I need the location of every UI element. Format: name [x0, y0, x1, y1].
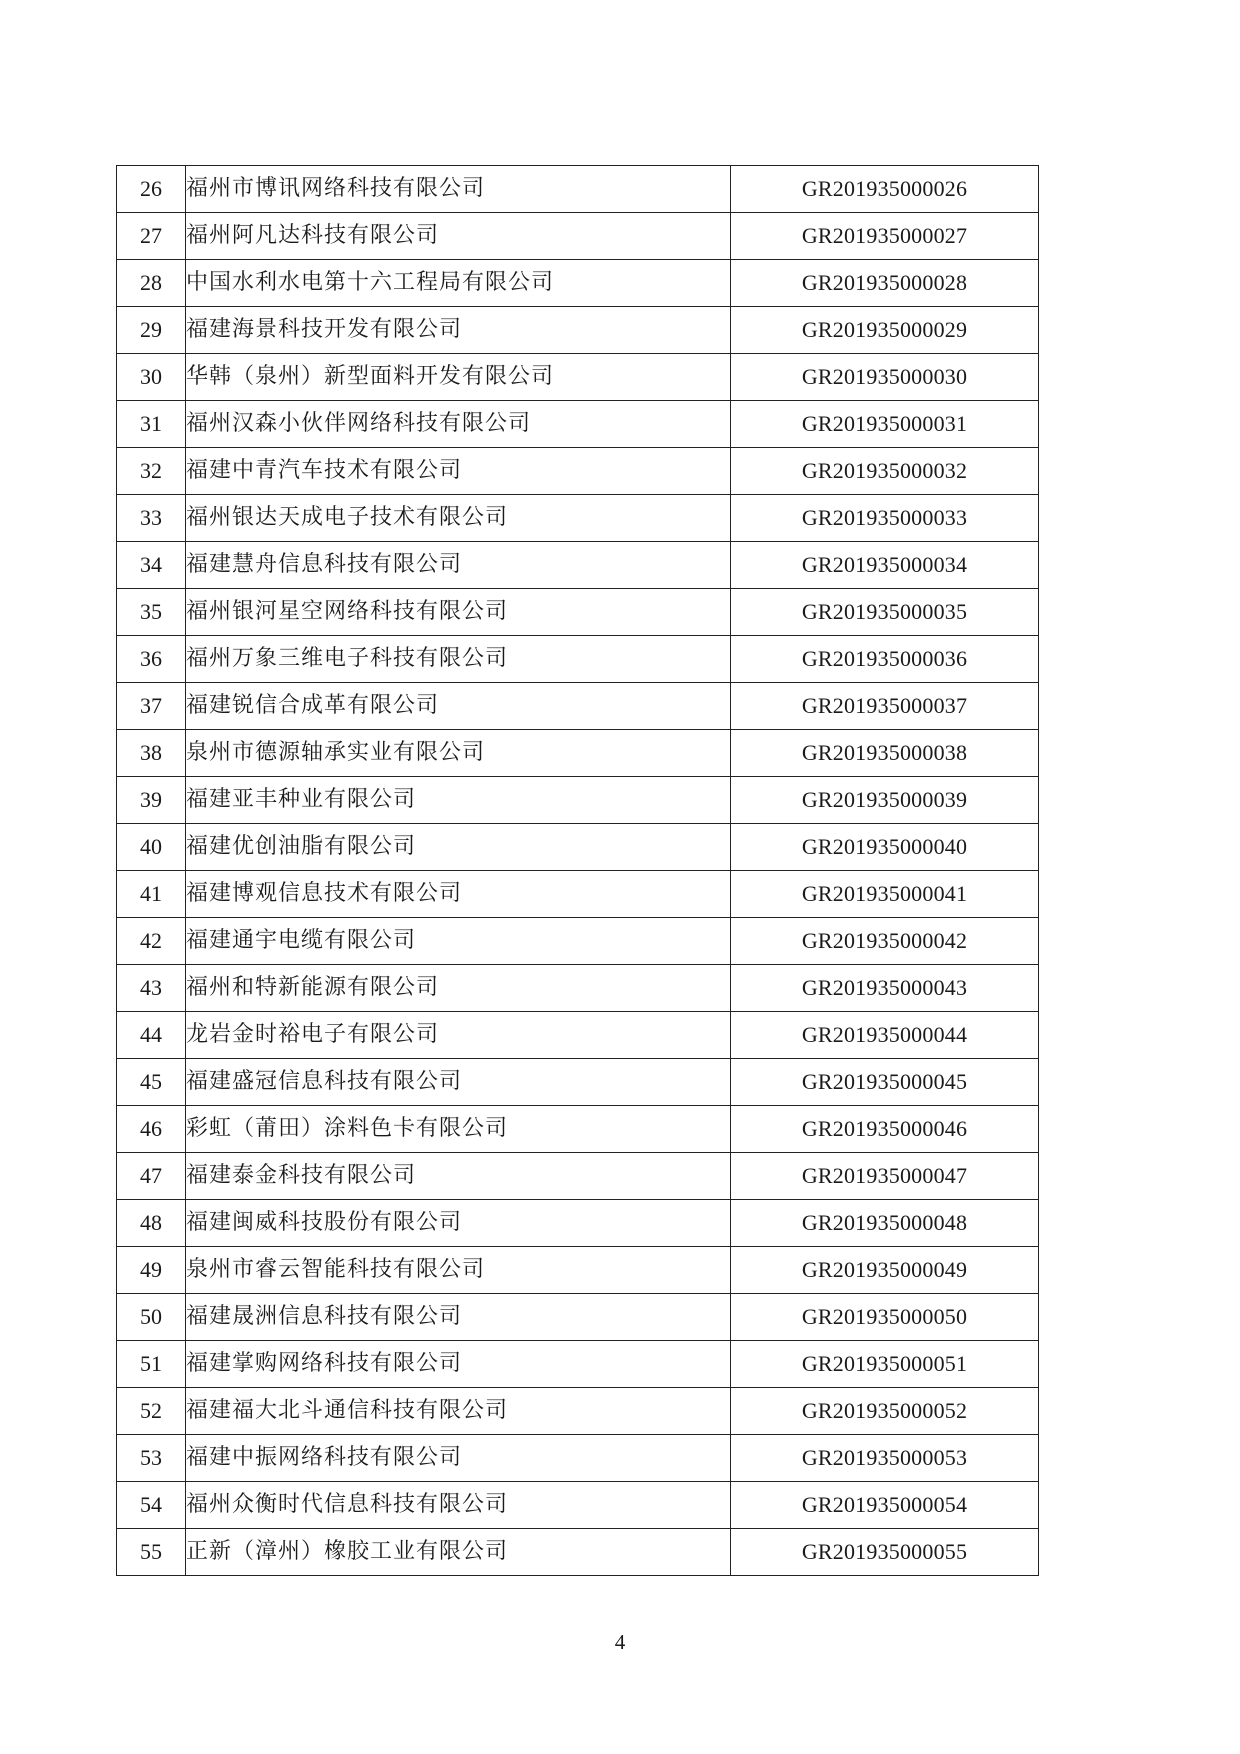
table-row	[117, 871, 1039, 918]
row-number: 38	[117, 730, 186, 777]
row-number: 55	[117, 1529, 186, 1576]
row-number: 42	[117, 918, 186, 965]
table-row	[117, 542, 1039, 589]
certificate-number: GR201935000039	[731, 777, 1039, 824]
company-name: 福建盛冠信息科技有限公司	[186, 1059, 731, 1106]
company-name: 福建海景科技开发有限公司	[186, 307, 731, 354]
table-row	[117, 260, 1039, 307]
certificate-number: GR201935000035	[731, 589, 1039, 636]
table-row	[117, 965, 1039, 1012]
row-number: 26	[117, 166, 186, 213]
row-number: 41	[117, 871, 186, 918]
row-number: 28	[117, 260, 186, 307]
table-row	[117, 1012, 1039, 1059]
table-row	[117, 354, 1039, 401]
enterprise-table	[116, 165, 1039, 1576]
company-name: 福建博观信息技术有限公司	[186, 871, 731, 918]
row-number: 43	[117, 965, 186, 1012]
row-number: 48	[117, 1200, 186, 1247]
company-name: 福建掌购网络科技有限公司	[186, 1341, 731, 1388]
enterprise-table-body	[117, 166, 1039, 1576]
table-row	[117, 1482, 1039, 1529]
table-row	[117, 1294, 1039, 1341]
table-row	[117, 213, 1039, 260]
row-number: 34	[117, 542, 186, 589]
certificate-number: GR201935000041	[731, 871, 1039, 918]
table-row	[117, 1106, 1039, 1153]
table-row	[117, 401, 1039, 448]
certificate-number: GR201935000027	[731, 213, 1039, 260]
table-row	[117, 1200, 1039, 1247]
row-number: 45	[117, 1059, 186, 1106]
table-row	[117, 166, 1039, 213]
row-number: 54	[117, 1482, 186, 1529]
row-number: 49	[117, 1247, 186, 1294]
certificate-number: GR201935000026	[731, 166, 1039, 213]
certificate-number: GR201935000048	[731, 1200, 1039, 1247]
row-number: 27	[117, 213, 186, 260]
row-number: 40	[117, 824, 186, 871]
certificate-number: GR201935000042	[731, 918, 1039, 965]
company-name: 正新（漳州）橡胶工业有限公司	[186, 1529, 731, 1576]
table-row	[117, 683, 1039, 730]
certificate-number: GR201935000051	[731, 1341, 1039, 1388]
company-name: 福州汉森小伙伴网络科技有限公司	[186, 401, 731, 448]
row-number: 50	[117, 1294, 186, 1341]
company-name: 福州万象三维电子科技有限公司	[186, 636, 731, 683]
company-name: 彩虹（莆田）涂料色卡有限公司	[186, 1106, 731, 1153]
certificate-number: GR201935000054	[731, 1482, 1039, 1529]
certificate-number: GR201935000037	[731, 683, 1039, 730]
table-row	[117, 730, 1039, 777]
row-number: 31	[117, 401, 186, 448]
row-number: 33	[117, 495, 186, 542]
company-name: 福州众衡时代信息科技有限公司	[186, 1482, 731, 1529]
row-number: 36	[117, 636, 186, 683]
row-number: 39	[117, 777, 186, 824]
certificate-number: GR201935000028	[731, 260, 1039, 307]
company-name: 福建晟洲信息科技有限公司	[186, 1294, 731, 1341]
table-row	[117, 448, 1039, 495]
company-name: 福建优创油脂有限公司	[186, 824, 731, 871]
company-name: 福州银河星空网络科技有限公司	[186, 589, 731, 636]
row-number: 53	[117, 1435, 186, 1482]
certificate-number: GR201935000047	[731, 1153, 1039, 1200]
certificate-number: GR201935000040	[731, 824, 1039, 871]
company-name: 福建福大北斗通信科技有限公司	[186, 1388, 731, 1435]
table-row	[117, 1341, 1039, 1388]
company-name: 中国水利水电第十六工程局有限公司	[186, 260, 731, 307]
certificate-number: GR201935000055	[731, 1529, 1039, 1576]
table-row	[117, 918, 1039, 965]
table-row	[117, 1059, 1039, 1106]
certificate-number: GR201935000052	[731, 1388, 1039, 1435]
row-number: 30	[117, 354, 186, 401]
company-name: 华韩（泉州）新型面料开发有限公司	[186, 354, 731, 401]
company-name: 福州市博讯网络科技有限公司	[186, 166, 731, 213]
certificate-number: GR201935000033	[731, 495, 1039, 542]
company-name: 龙岩金时裕电子有限公司	[186, 1012, 731, 1059]
row-number: 51	[117, 1341, 186, 1388]
company-name: 福州银达天成电子技术有限公司	[186, 495, 731, 542]
certificate-number: GR201935000043	[731, 965, 1039, 1012]
table-row	[117, 1529, 1039, 1576]
certificate-number: GR201935000044	[731, 1012, 1039, 1059]
row-number: 46	[117, 1106, 186, 1153]
certificate-number: GR201935000046	[731, 1106, 1039, 1153]
table-row	[117, 307, 1039, 354]
company-name: 福建慧舟信息科技有限公司	[186, 542, 731, 589]
company-name: 福州和特新能源有限公司	[186, 965, 731, 1012]
company-name: 福建泰金科技有限公司	[186, 1153, 731, 1200]
row-number: 47	[117, 1153, 186, 1200]
certificate-number: GR201935000050	[731, 1294, 1039, 1341]
table-row	[117, 1247, 1039, 1294]
certificate-number: GR201935000032	[731, 448, 1039, 495]
company-name: 福建中振网络科技有限公司	[186, 1435, 731, 1482]
row-number: 32	[117, 448, 186, 495]
table-row	[117, 636, 1039, 683]
table-row	[117, 1153, 1039, 1200]
certificate-number: GR201935000036	[731, 636, 1039, 683]
certificate-number: GR201935000034	[731, 542, 1039, 589]
row-number: 44	[117, 1012, 186, 1059]
certificate-number: GR201935000045	[731, 1059, 1039, 1106]
company-name: 福建通宇电缆有限公司	[186, 918, 731, 965]
table-row	[117, 777, 1039, 824]
certificate-number: GR201935000053	[731, 1435, 1039, 1482]
company-name: 福建中青汽车技术有限公司	[186, 448, 731, 495]
table-row	[117, 589, 1039, 636]
company-name: 福建锐信合成革有限公司	[186, 683, 731, 730]
row-number: 29	[117, 307, 186, 354]
certificate-number: GR201935000031	[731, 401, 1039, 448]
table-row	[117, 824, 1039, 871]
certificate-number: GR201935000049	[731, 1247, 1039, 1294]
company-name: 泉州市睿云智能科技有限公司	[186, 1247, 731, 1294]
certificate-number: GR201935000029	[731, 307, 1039, 354]
row-number: 37	[117, 683, 186, 730]
table-row	[117, 1388, 1039, 1435]
certificate-number: GR201935000038	[731, 730, 1039, 777]
table-row	[117, 495, 1039, 542]
page-number: 4	[614, 1630, 626, 1654]
table-row	[117, 1435, 1039, 1482]
row-number: 52	[117, 1388, 186, 1435]
row-number: 35	[117, 589, 186, 636]
company-name: 福建闽威科技股份有限公司	[186, 1200, 731, 1247]
company-name: 福建亚丰种业有限公司	[186, 777, 731, 824]
company-name: 福州阿凡达科技有限公司	[186, 213, 731, 260]
certificate-number: GR201935000030	[731, 354, 1039, 401]
company-name: 泉州市德源轴承实业有限公司	[186, 730, 731, 777]
